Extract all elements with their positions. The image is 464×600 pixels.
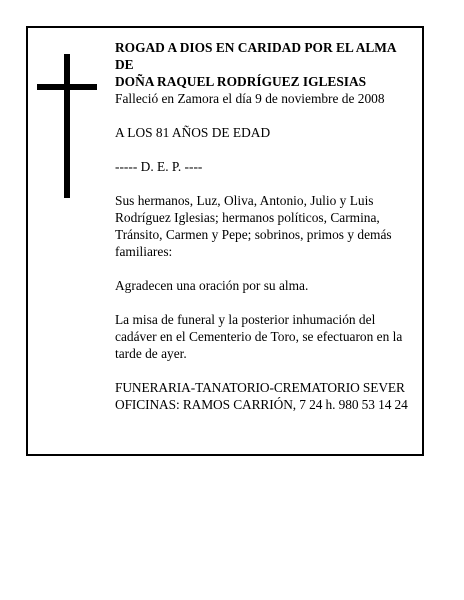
death-info: Falleció en Zamora el día 9 de noviembre de 2008 [115, 91, 385, 106]
heading-line-2: DE [115, 57, 134, 72]
cross-icon [64, 54, 70, 198]
thanks-line: Agradecen una oración por su alma. [115, 278, 309, 293]
offices-line: OFICINAS: RAMOS CARRIÓN, 7 24 h. 980 53 14 24 [115, 397, 408, 412]
family-paragraph: Sus hermanos, Luz, Oliva, Antonio, Julio y Luis Rodríguez Iglesias; hermanos políticos, Carmina, Tránsito, Carmen y Pepe; sobrinos, primos y demás familiares: [115, 193, 392, 259]
heading-line-1: ROGAD A DIOS EN CARIDAD POR EL ALMA [115, 40, 397, 55]
obituary-text [115, 39, 420, 413]
funeral-home-line: FUNERARIA-TANATORIO-CREMATORIO SEVER [115, 380, 405, 395]
rip-line: ----- D. E. P. ---- [115, 159, 203, 174]
cross-icon-crossbar [37, 84, 97, 90]
funeral-paragraph: La misa de funeral y la posterior inhumación del cadáver en el Cementerio de Toro, se efectuaron en la tarde de ayer. [115, 312, 403, 361]
deceased-name: DOÑA RAQUEL RODRÍGUEZ IGLESIAS [115, 74, 367, 89]
age-line: A LOS 81 AÑOS DE EDAD [115, 125, 271, 140]
